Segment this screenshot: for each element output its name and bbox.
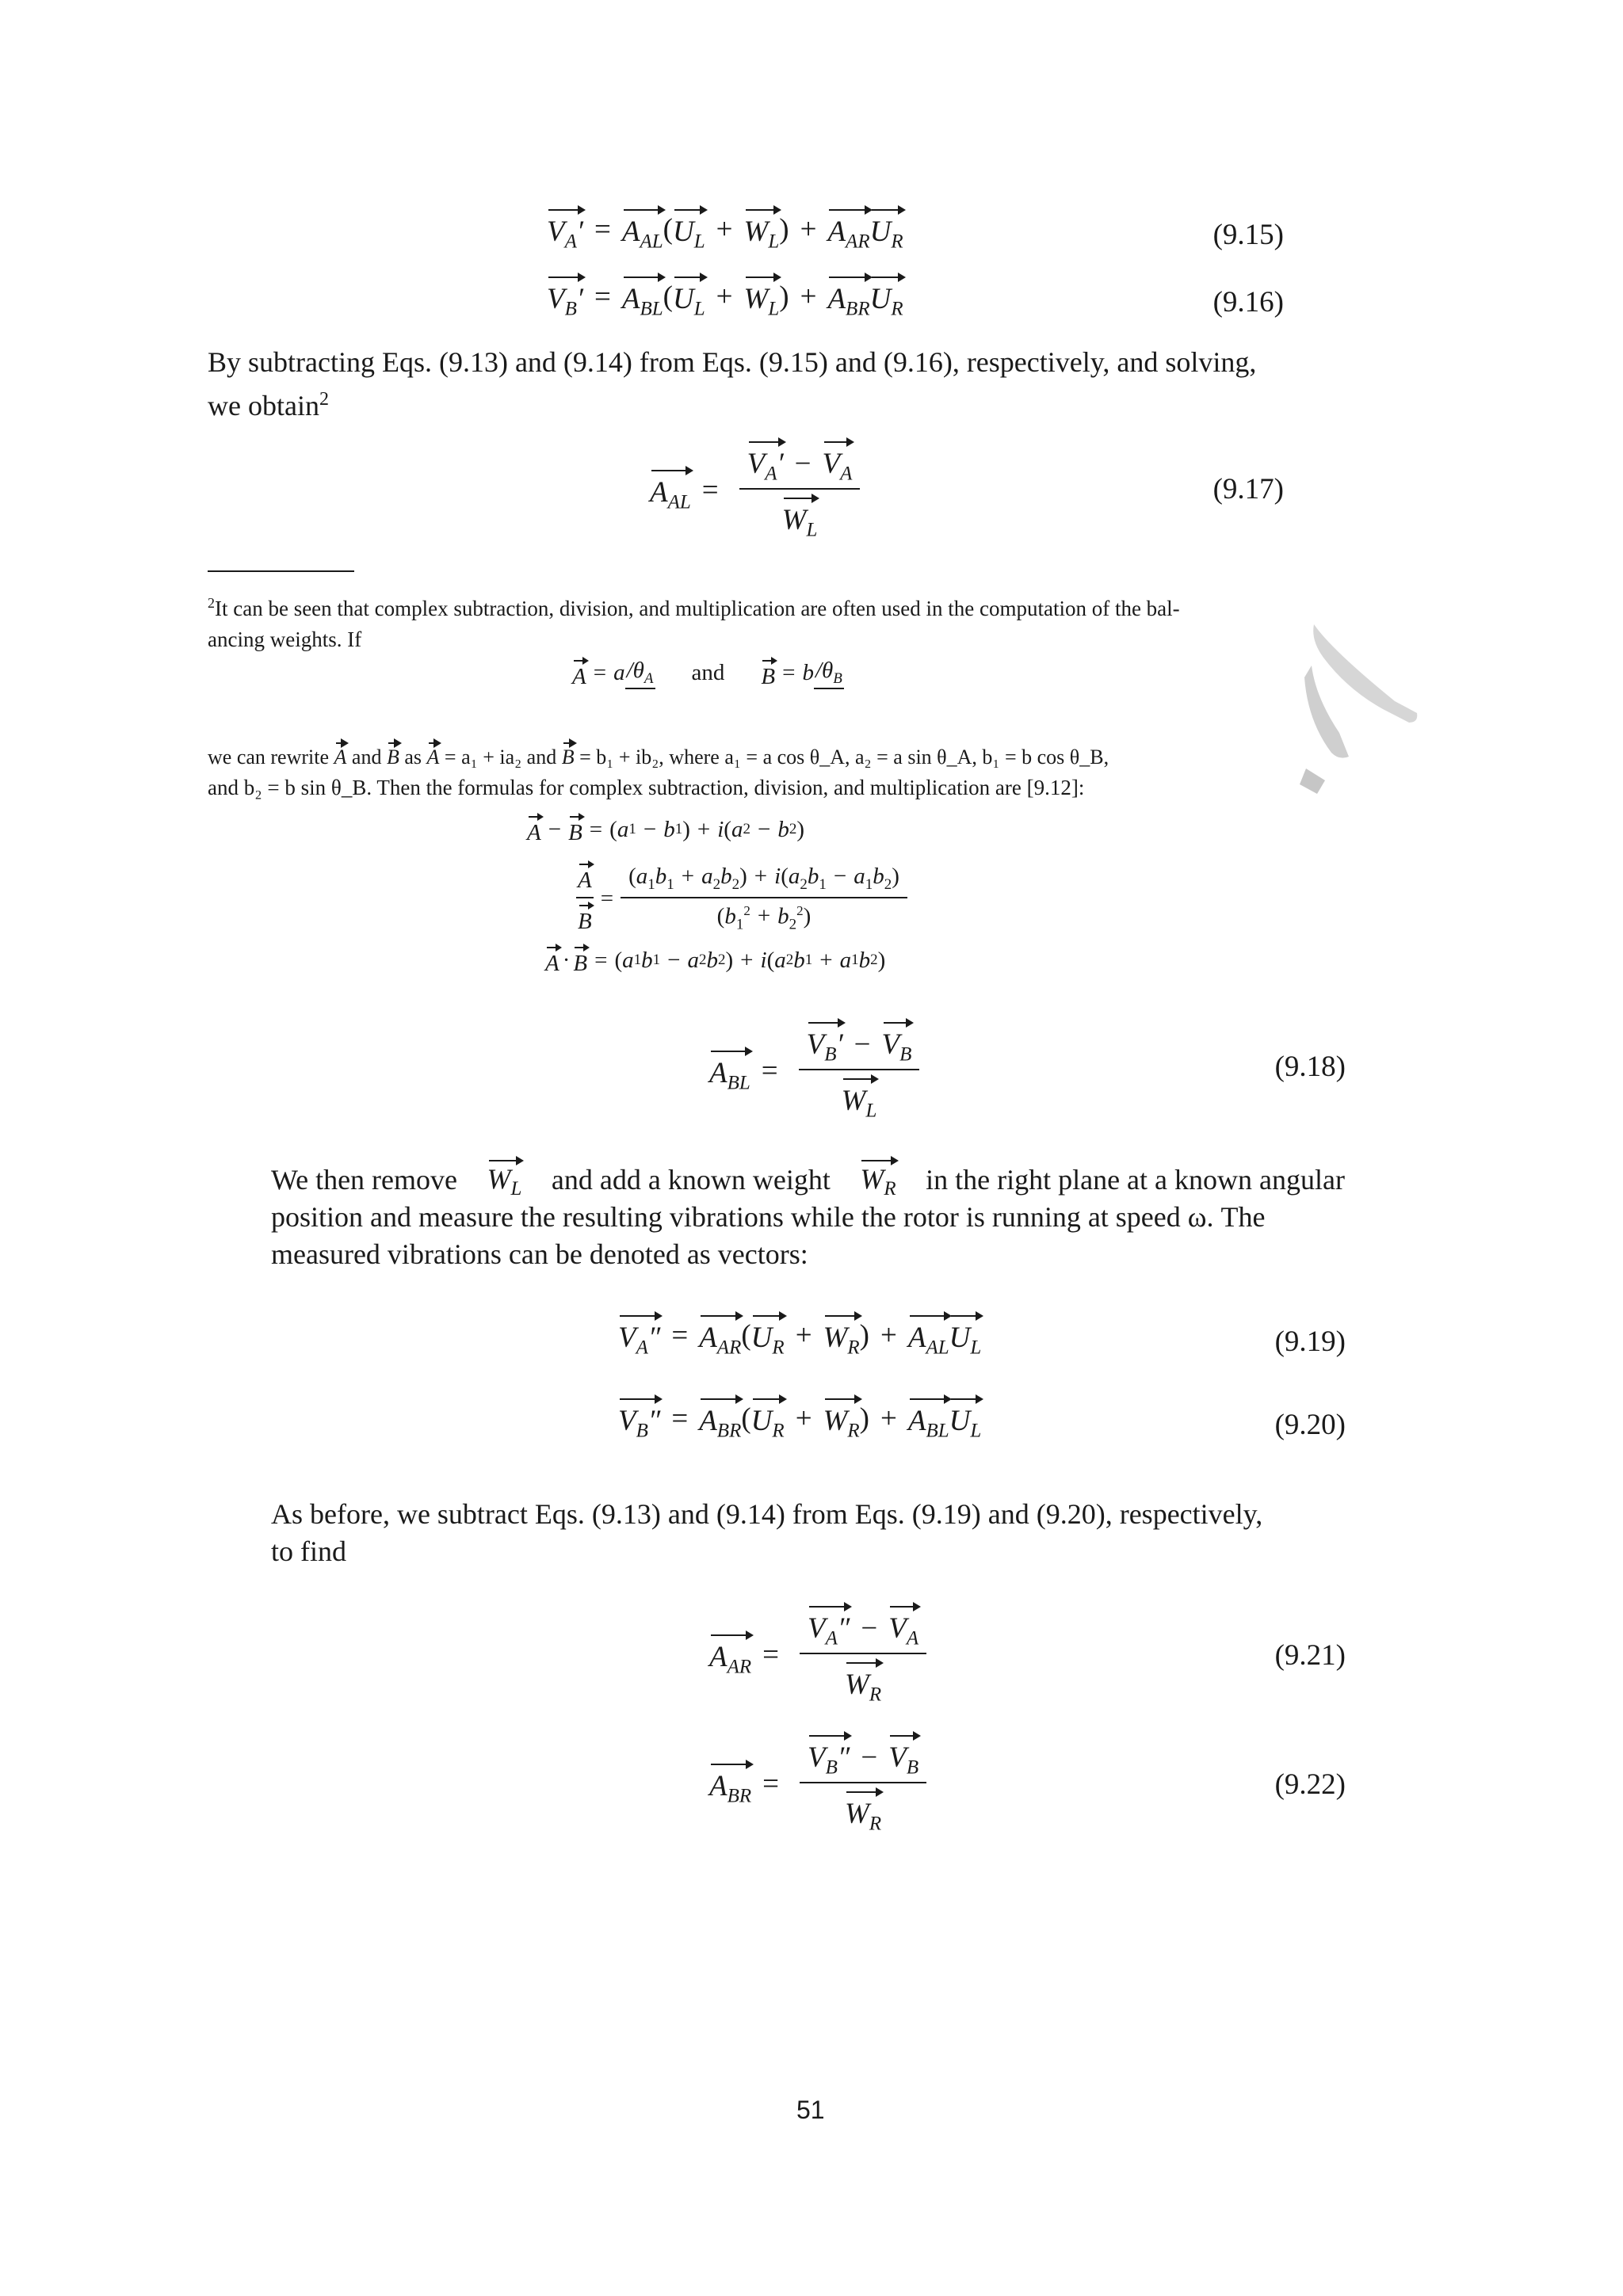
equation-9-18: $A_{BL}$ = $\frac{V_B' - V_B}{W_L}$ [709,1020,919,1121]
footnote-line: ancing weights. If [208,627,362,651]
equation-9-20: $V_B''$ = $A_{BR}$ ( $U_R$ + $W_R$ ) + $A_{BL}$ $U_L$ [618,1397,981,1440]
page-number: 51 [796,2096,825,2124]
paragraph [271,1158,1345,1273]
footnote-separator [208,570,354,572]
text-line: measured vibrations can be denoted as vectors: [271,1238,808,1271]
equation-9-15: $V_A'$ = $A_{AL}$ ( $U_L$ + $W_L$ ) + $A_{AR}$ $U_R$ [547,208,903,251]
equation-9-16: $V_B'$ = $A_{BL}$ ( $U_L$ + $W_L$ ) + $A_{BR}$ $U_R$ [547,275,903,318]
equation-number: (9.15) [1212,219,1284,251]
formula-subtraction: A − B = ( a 1 − b 1 ) + i ( a 2 − b 2 ) [527,814,804,845]
equation-9-17: $A_{AL}$ = $\frac{V_A' - V_A}{W_L}$ [650,440,860,540]
text-line: By subtracting Eqs. (9.13) and (9.14) from Eqs. (9.15) and (9.16), respectively, and solving, [208,346,1257,378]
text-line: to find [271,1535,346,1567]
equation-9-21: $A_{AR}$ = $\frac{V_A'' - V_A}{W_R}$ [709,1604,926,1705]
equation-number: (9.21) [1274,1639,1346,1672]
equation-9-22: $A_{BR}$ = $\frac{V_B'' - V_B}{W_R}$ [709,1733,926,1834]
equation-number: (9.17) [1212,473,1284,505]
footnote-line: and b₂ = b sin θ_B. Then the formulas for complex subtraction, division, and multiplication are [9.12]: [208,776,1085,799]
footnote-line: we can rewrite A and B as A = a₁ + ia₂ and B = b₁ + ib₂, where a₁ = a cos θ_A, a₂ = a sin θ_A, b₁ = b cos θ_B, [208,741,1285,772]
paragraph [271,1496,1345,1570]
text-line: position and measure the resulting vibrations while the rotor is running at speed ω. The [271,1201,1266,1234]
footnote-line: $^2$It can be seen that complex subtraction, division, and multiplication are often used in the computation of the bal- [208,595,1180,620]
footnote-equation-polar: A = a $/\theta_A$ and B = b $/\theta_B$ [572,658,842,689]
equation-number: (9.16) [1212,286,1284,318]
equation-number: (9.20) [1274,1409,1346,1441]
equation-number: (9.22) [1274,1768,1346,1801]
text-line: we obtain$^2$ [208,389,329,421]
formula-division: $\frac{A}{B}$ = $\frac{(a_1b_1 + a_2b_2) + i(a_2b_1 - a_1b_2)}{(b_1^2 + b_2^2)}$ [576,862,907,935]
equation-number: (9.19) [1274,1325,1346,1358]
watermark-shape [1300,618,1426,808]
footnote-continued [208,741,1285,803]
equation-number: (9.18) [1274,1051,1346,1083]
footnote [208,588,1285,655]
equation-9-19: $V_A''$ = $A_{AR}$ ( $U_R$ + $W_R$ ) + $A_{AL}$ $U_L$ [618,1314,981,1357]
text-line: We then remove $W_L$ and add a known weight $W_R$ in the right plane at a known angular [271,1158,1345,1199]
text-line: As before, we subtract Eqs. (9.13) and (9.14) from Eqs. (9.19) and (9.20), respectively, [271,1498,1263,1530]
paragraph [208,344,1285,425]
formula-multiplication: A · B = ( a 1 b 1 − a 2 b 2 ) + i ( a 2 b 1 + a 1 b 2 ) [545,945,885,975]
